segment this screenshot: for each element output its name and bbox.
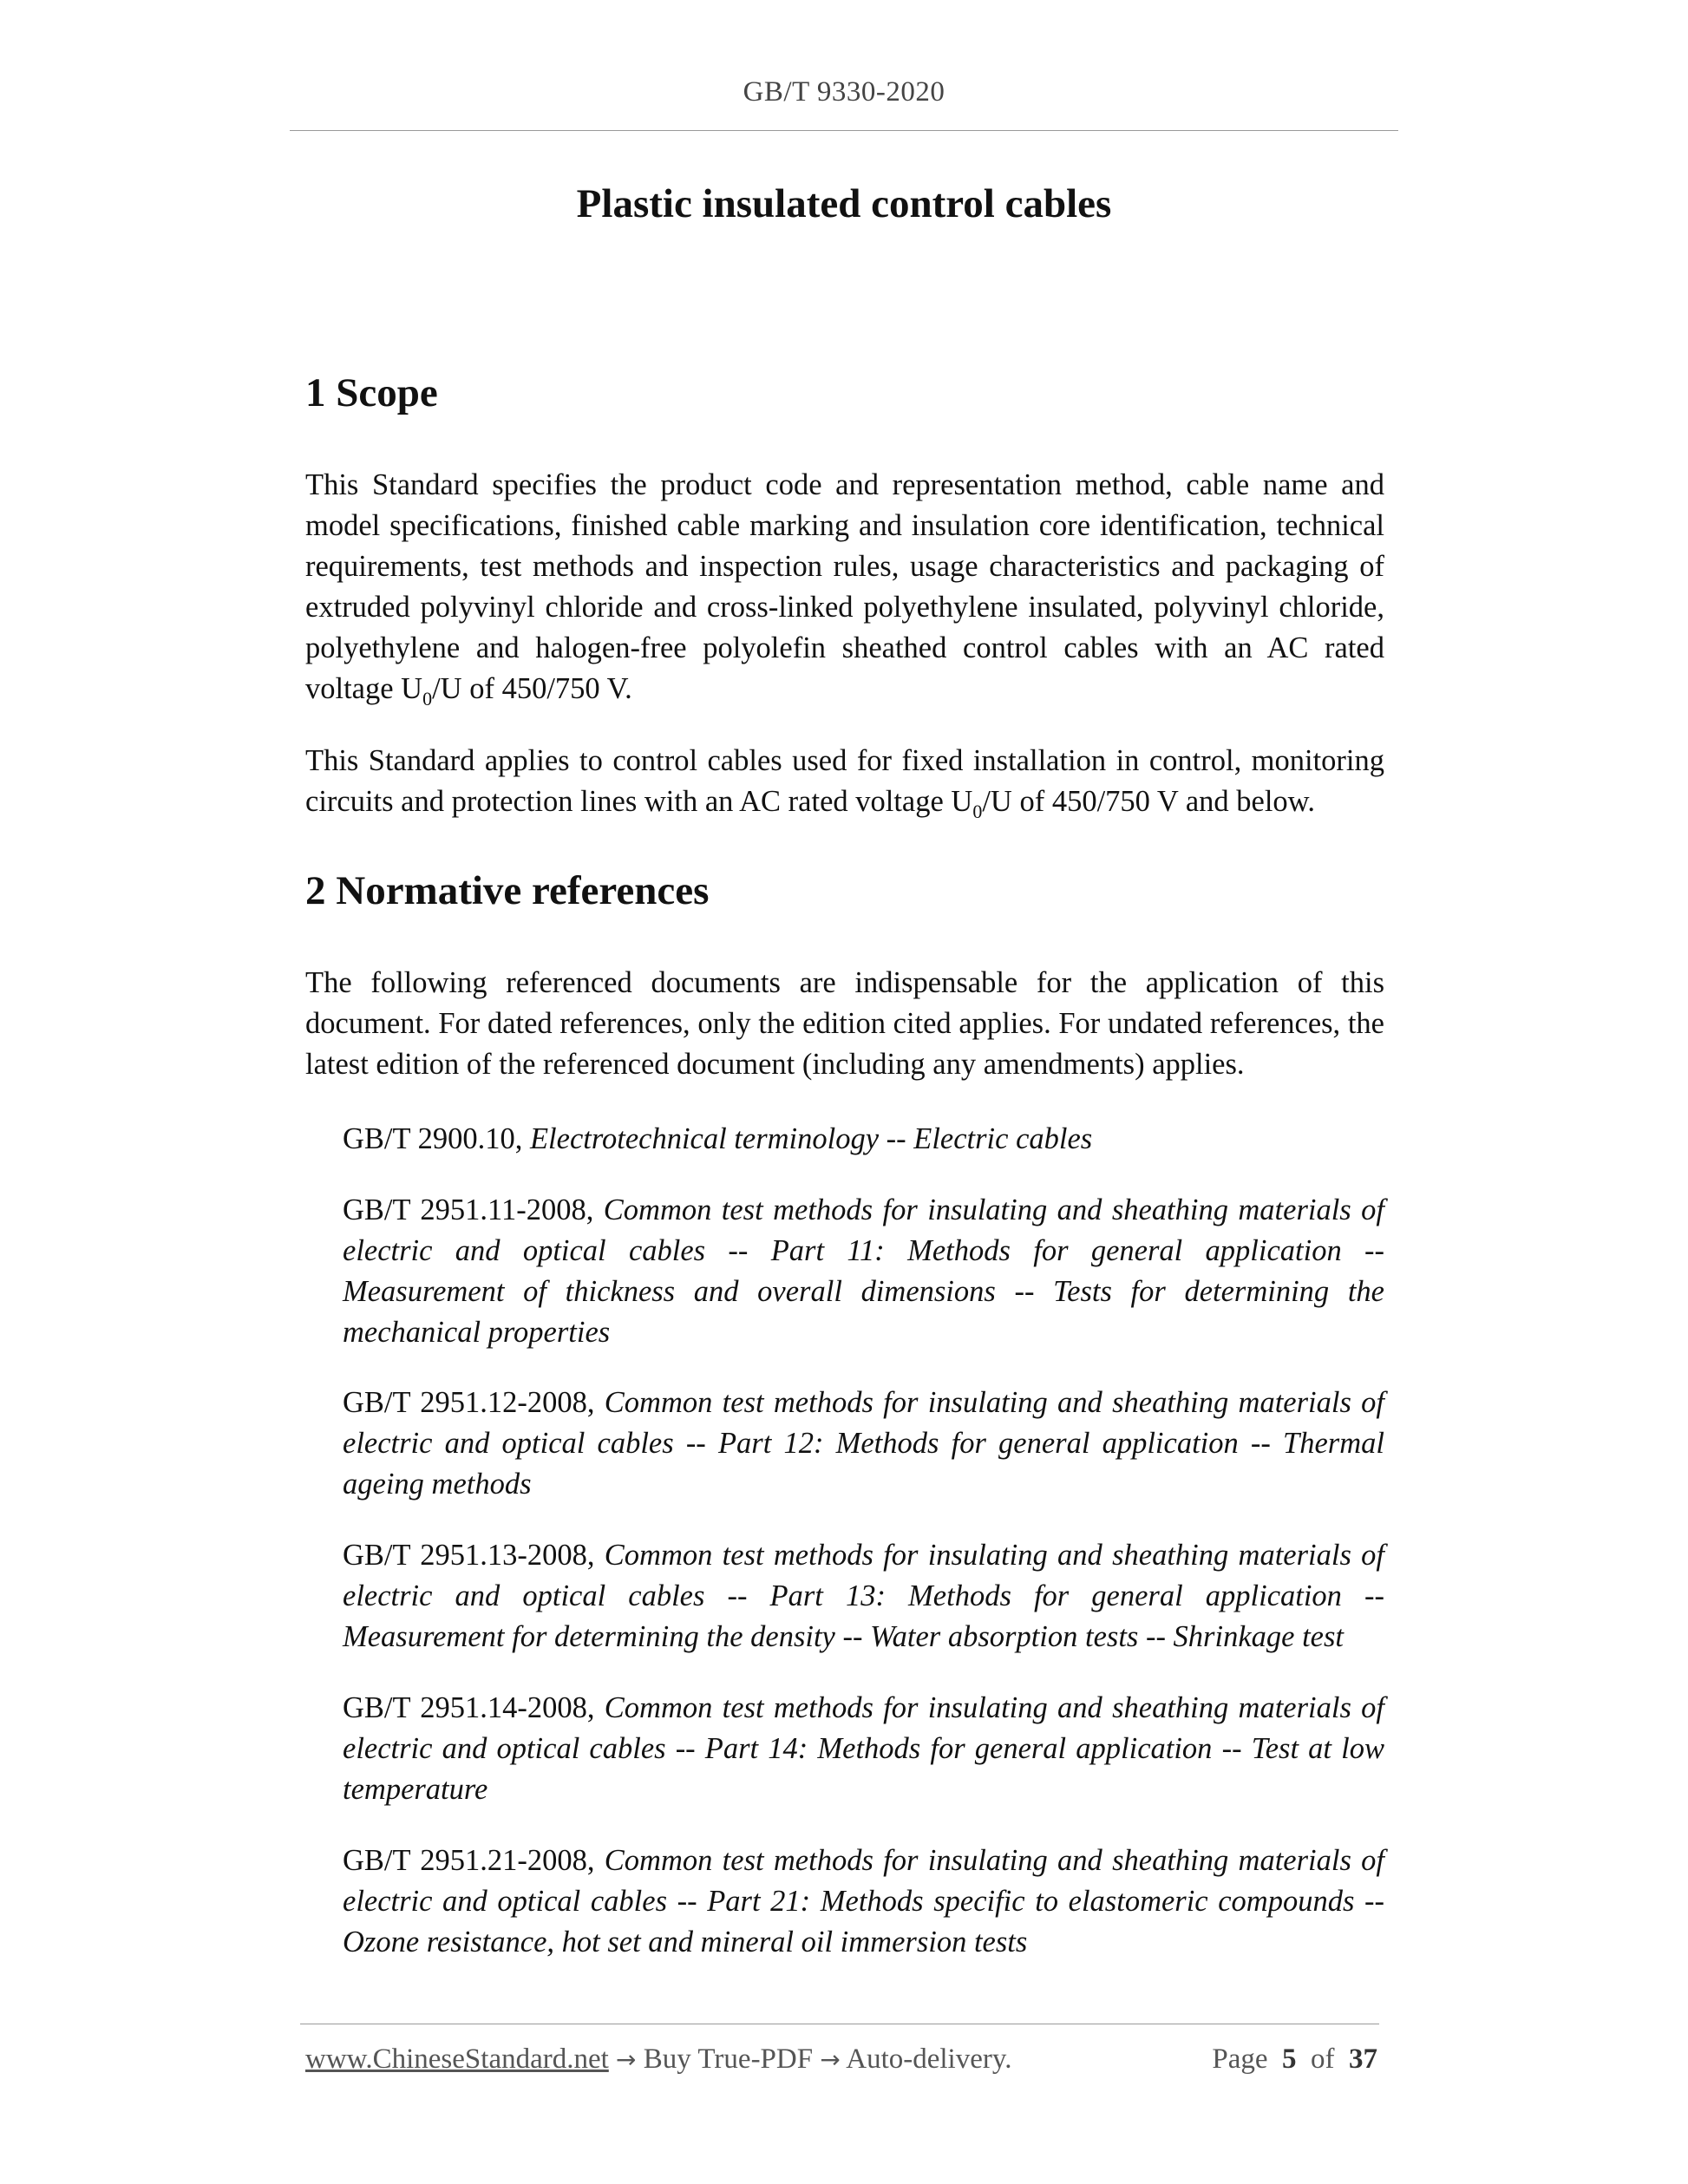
scope-paragraph-1-tail: /U of 450/750 V. [432, 672, 632, 705]
header-doc-code: GB/T 9330-2020 [743, 76, 945, 108]
reference-item [343, 1841, 1384, 1963]
reference-item [343, 1535, 1384, 1658]
reference-item [343, 1190, 1384, 1353]
reference-item [343, 1383, 1384, 1505]
page-label: Page [1212, 2043, 1268, 2075]
reference-title: Common test methods for insulating and sheathing materials of electric and optical cables -- Part 12: Methods for general application -- Thermal ageing methods [343, 1386, 1384, 1501]
auto-delivery-text: Auto-delivery. [840, 2043, 1012, 2075]
reference-item [343, 1688, 1384, 1810]
of-label: of [1311, 2043, 1335, 2075]
scope-paragraph-2-text: This Standard applies to control cables used for fixed installation in control, monitoring circuits and protection lines with an AC rated voltage U [305, 744, 1384, 818]
page-footer [305, 2043, 1377, 2076]
scope-paragraph-2-tail: /U of 450/750 V and below. [982, 785, 1315, 818]
section-heading-scope: 1 Scope [305, 370, 438, 415]
reference-title: Common test methods for insulating and sheathing materials of electric and optical cables -- Part 21: Methods specific to elastomeric compounds -- Ozone resistance, hot set and mineral oil immersion tests [343, 1844, 1384, 1958]
scope-paragraph-2-subscript: 0 [972, 800, 983, 822]
reference-code: GB/T 2951.21-2008, [343, 1844, 605, 1877]
reference-item [343, 1119, 1384, 1160]
reference-title: Common test methods for insulating and sheathing materials of electric and optical cables -- Part 11: Methods for general application -- Measurement of thickness and overall dimensions -- Tests for determining the mechanical properties [343, 1193, 1384, 1349]
total-page-count: 37 [1349, 2043, 1377, 2075]
reference-code: GB/T 2951.14-2008, [343, 1691, 605, 1724]
buy-true-pdf-text: Buy True-PDF [636, 2043, 821, 2075]
normative-intro-paragraph: The following referenced documents are indispensable for the application of this document. For dated references, only the edition cited applies. For undated references, the latest edition of the referenced document (including any amendments) applies. [305, 966, 1384, 1081]
reference-code: GB/T 2951.11-2008, [343, 1193, 604, 1226]
current-page-number: 5 [1282, 2043, 1297, 2075]
page-indicator [1212, 2043, 1377, 2076]
arrow-right-icon: → [820, 2045, 841, 2074]
reference-title: Electrotechnical terminology -- Electric cables [529, 1122, 1093, 1155]
reference-title: Common test methods for insulating and sheathing materials of electric and optical cables -- Part 14: Methods for general application -- Test at low temperature [343, 1691, 1384, 1806]
section-heading-normative: 2 Normative references [305, 868, 710, 913]
document-title: Plastic insulated control cables [576, 181, 1112, 226]
reference-code: GB/T 2951.13-2008, [343, 1539, 605, 1572]
reference-code: GB/T 2900.10, [343, 1122, 530, 1155]
scope-paragraph-1-text: This Standard specifies the product code and representation method, cable name and model specifications, finished cable marking and insulation core identification, technical requirements, test methods and inspection rules, usage characteristics and packaging of extruded polyvinyl chloride and cross-linked polyethylene insulated, polyvinyl chloride, polyethylene and halogen-free polyolefin sheathed control cables with an AC rated voltage U [305, 468, 1384, 705]
header-divider [290, 130, 1398, 131]
website-link[interactable]: www.ChineseStandard.net [305, 2043, 609, 2075]
reference-title: Common test methods for insulating and sheathing materials of electric and optical cables -- Part 13: Methods for general application -- Measurement for determining the density -- Water absorption tests -- Shrinkage test [343, 1539, 1384, 1653]
arrow-right-icon: → [616, 2045, 637, 2074]
scope-paragraph-1-subscript: 0 [422, 687, 433, 709]
scope-paragraph-2 [305, 741, 1384, 832]
scope-paragraph-1 [305, 465, 1384, 719]
reference-code: GB/T 2951.12-2008, [343, 1386, 605, 1419]
